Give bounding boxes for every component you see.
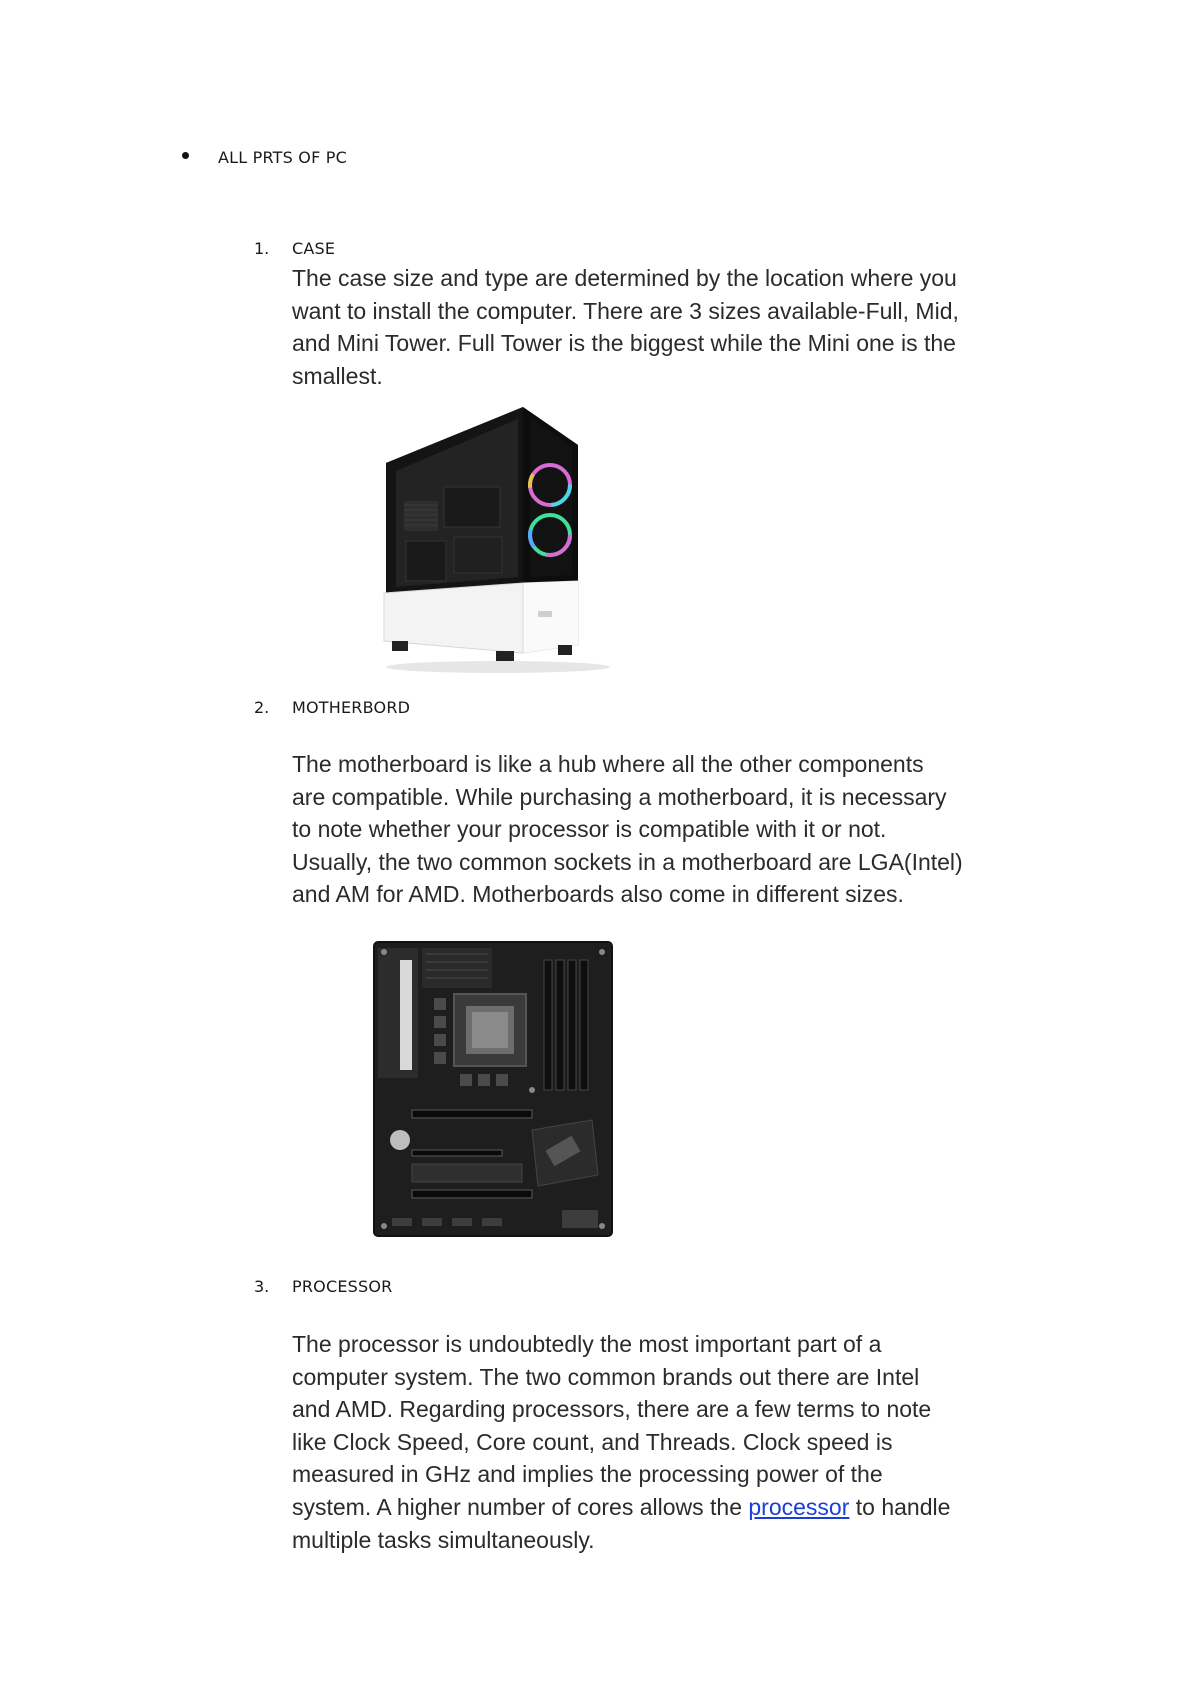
section-heading-processor: PROCESSOR (292, 1277, 393, 1296)
paragraph-line: are compatible. While purchasing a motherboard, it is necessary (292, 783, 947, 810)
motherboard-paragraph (292, 748, 1092, 911)
paragraph-line: and AMD. Regarding processors, there are a few terms to note (292, 1396, 932, 1423)
motherboard-image (372, 940, 614, 1238)
processor-link[interactable]: processor (748, 1493, 850, 1520)
paragraph-line: multiple tasks simultaneously. (292, 1526, 595, 1553)
paragraph-line: to note whether your processor is compatible with it or not. (292, 816, 887, 843)
paragraph-line: The processor is undoubtedly the most important part of a (292, 1331, 882, 1357)
case-paragraph (292, 262, 1092, 392)
section-number: 3. (254, 1277, 270, 1296)
bullet-icon (182, 152, 189, 159)
page-title: ALL PRTS OF PC (218, 148, 347, 167)
paragraph-line: The case size and type are determined by the location where you (292, 265, 957, 291)
paragraph-line: computer system. The two common brands out there are Intel (292, 1363, 920, 1390)
paragraph-line: and AM for AMD. Motherboards also come in different sizes. (292, 881, 904, 908)
line-text: system. A higher number of cores allows the (292, 1493, 749, 1520)
paragraph-line: want to install the computer. There are 3 sizes available-Full, Mid, (292, 297, 959, 324)
line-text: to handle (849, 1493, 951, 1520)
paragraph-line: measured in GHz and implies the processing power of the (292, 1461, 883, 1488)
processor-paragraph (292, 1328, 1092, 1556)
section-heading-motherboard: MOTHERBORD (292, 698, 411, 717)
paragraph-line: and Mini Tower. Full Tower is the biggest while the Mini one is the (292, 330, 956, 357)
paragraph-line: smallest. (292, 362, 383, 389)
paragraph-line: like Clock Speed, Core count, and Threads. Clock speed is (292, 1428, 893, 1455)
pc-case-image (378, 405, 620, 677)
paragraph-line: Usually, the two common sockets in a motherboard are LGA(Intel) (292, 848, 963, 875)
paragraph-line (292, 1491, 1092, 1524)
section-number: 1. (254, 239, 270, 258)
paragraph-line: The motherboard is like a hub where all the other components (292, 751, 924, 777)
section-number: 2. (254, 698, 270, 717)
section-heading-case: CASE (292, 239, 336, 258)
